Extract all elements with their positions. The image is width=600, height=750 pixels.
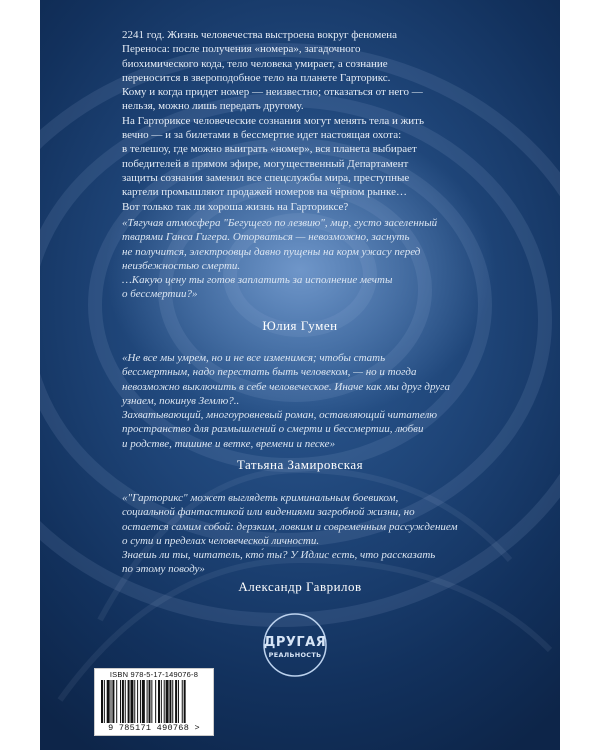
text-line: Кому и когда придет номер — неизвестно; отказаться от него — (122, 86, 423, 99)
barcode-bars (101, 680, 207, 723)
barcode-bar (120, 680, 121, 723)
isbn-text: ISBN 978-5-17-149076-8 (109, 670, 199, 679)
barcode-bar (122, 680, 124, 723)
barcode-bar (182, 680, 183, 723)
barcode-bar (147, 680, 148, 723)
text-line: по этому поводу» (122, 563, 205, 576)
review-quote-2 (122, 351, 478, 451)
text-line: неизбежностью смерти. (122, 259, 241, 272)
text-line: «Тягучая атмосфера "Бегущего по лезвию", мир, густо заселенный (122, 217, 438, 229)
text-line: нельзя, можно лишь передать другому. (122, 100, 304, 113)
review-author-3: Александр Гаврилов (238, 579, 362, 594)
text-line: тварями Ганса Гигера. Оторваться — невозможно, заснуть (122, 231, 410, 244)
barcode-bar (134, 680, 135, 723)
text-line: победителей в прямом эфире, могущественный Департамент (122, 157, 409, 170)
barcode-bar (116, 680, 117, 723)
barcode-bar (184, 680, 186, 723)
series-logo (262, 612, 328, 678)
text-line: в телешоу, где можно выиграть «номер», вся планета выбирает (122, 143, 417, 156)
text-line: переносится в звероподобное тело на планете Гарторикс. (122, 71, 391, 84)
back-cover (40, 0, 560, 750)
text-line: биохимического кода, тело человека умирает, а сознание (122, 57, 388, 70)
text-line: «Не все мы умрем, но и не все изменимся; чтобы стать (122, 352, 386, 364)
series-logo-line2: РЕАЛЬНОСТЬ (268, 651, 322, 659)
text-line: На Гарториксе человеческие сознания могут менять тела и жить (122, 114, 424, 127)
barcode-bar (161, 680, 162, 723)
text-line: Знаешь ли ты, читатель, кто́ ты? У Идлис есть, что рассказать (122, 549, 436, 562)
review-quote-1 (122, 216, 478, 302)
barcode-bar (166, 680, 169, 723)
text-line: узнаем, покинув Землю?.. (122, 394, 240, 407)
barcode-bar (172, 680, 173, 723)
barcode-bar (130, 680, 133, 723)
barcode-bar (104, 680, 105, 723)
barcode-bar (128, 680, 130, 723)
text-line: защиты сознания заменил все спецслужбы мира, преступные (122, 171, 410, 184)
barcode-bar (169, 680, 171, 723)
review-author-1: Юлия Гумен (262, 318, 338, 333)
barcode-bar (155, 680, 156, 723)
barcode-bar (140, 680, 141, 723)
barcode-bar (137, 680, 138, 723)
barcode-bar (178, 680, 179, 723)
isbn-barcode (94, 668, 214, 736)
text-line: о сути и пределах человеческой личности. (122, 534, 320, 547)
text-line: пространство для размышлений о смерти и бессмертии, любви (122, 423, 424, 436)
text-line: социальной фантастикой или видениями загробной жизни, но (122, 506, 415, 519)
barcode-bar (151, 680, 152, 723)
barcode-bar (107, 680, 110, 723)
text-line: Переноса: после получения «номера», загадочного (122, 43, 361, 56)
barcode-bar (149, 680, 151, 723)
text-line: невозможно выключить в себе человеческое. Иначе как мы друг друга (122, 380, 450, 393)
text-line: 2241 год. Жизнь человечества выстроена вокруг феномена (122, 29, 398, 41)
text-line: бессмертным, надо перестать быть человеком, — но и тогда (122, 366, 417, 379)
text-line: не получится, электроовцы давно пущены на корм ужасу перед (122, 245, 421, 258)
text-line: Захватывающий, многоуровневый роман, оставляющий читателю (122, 409, 437, 422)
text-line: остается самим собой: дерзким, ловким и современным рассуждением (122, 520, 458, 533)
series-logo-line1: ДРУГАЯ (263, 635, 327, 650)
barcode-bar (158, 680, 160, 723)
barcode-digits: 9 785171 490768 > (108, 723, 200, 733)
text-line: о бессмертии?» (122, 288, 198, 301)
text-line: картели промышляют продажей номеров на чёрном рынке… (122, 186, 407, 199)
barcode-bar (125, 680, 126, 723)
synopsis (122, 28, 478, 214)
text-line: Вот только так ли хороша жизнь на Гарториксе? (122, 200, 349, 213)
review-author-2: Татьяна Замировская (236, 457, 364, 472)
text-line: …Какую цену ты готов заплатить за исполнение мечты (122, 274, 393, 287)
text-line: «"Гарторикс" может выглядеть криминальным боевиком, (122, 492, 399, 504)
review-quote-3 (122, 491, 478, 577)
barcode-bar (142, 680, 145, 723)
text-line: и родстве, тишине и ветке, времени и песке» (122, 437, 336, 450)
text-line: вечно — и за билетами в бессмертие идет настоящая охота: (122, 129, 402, 142)
barcode-bar (101, 680, 103, 723)
barcode-bar (164, 680, 165, 723)
barcode-bar (111, 680, 112, 723)
barcode-bar (112, 680, 114, 723)
barcode-bar (175, 680, 177, 723)
